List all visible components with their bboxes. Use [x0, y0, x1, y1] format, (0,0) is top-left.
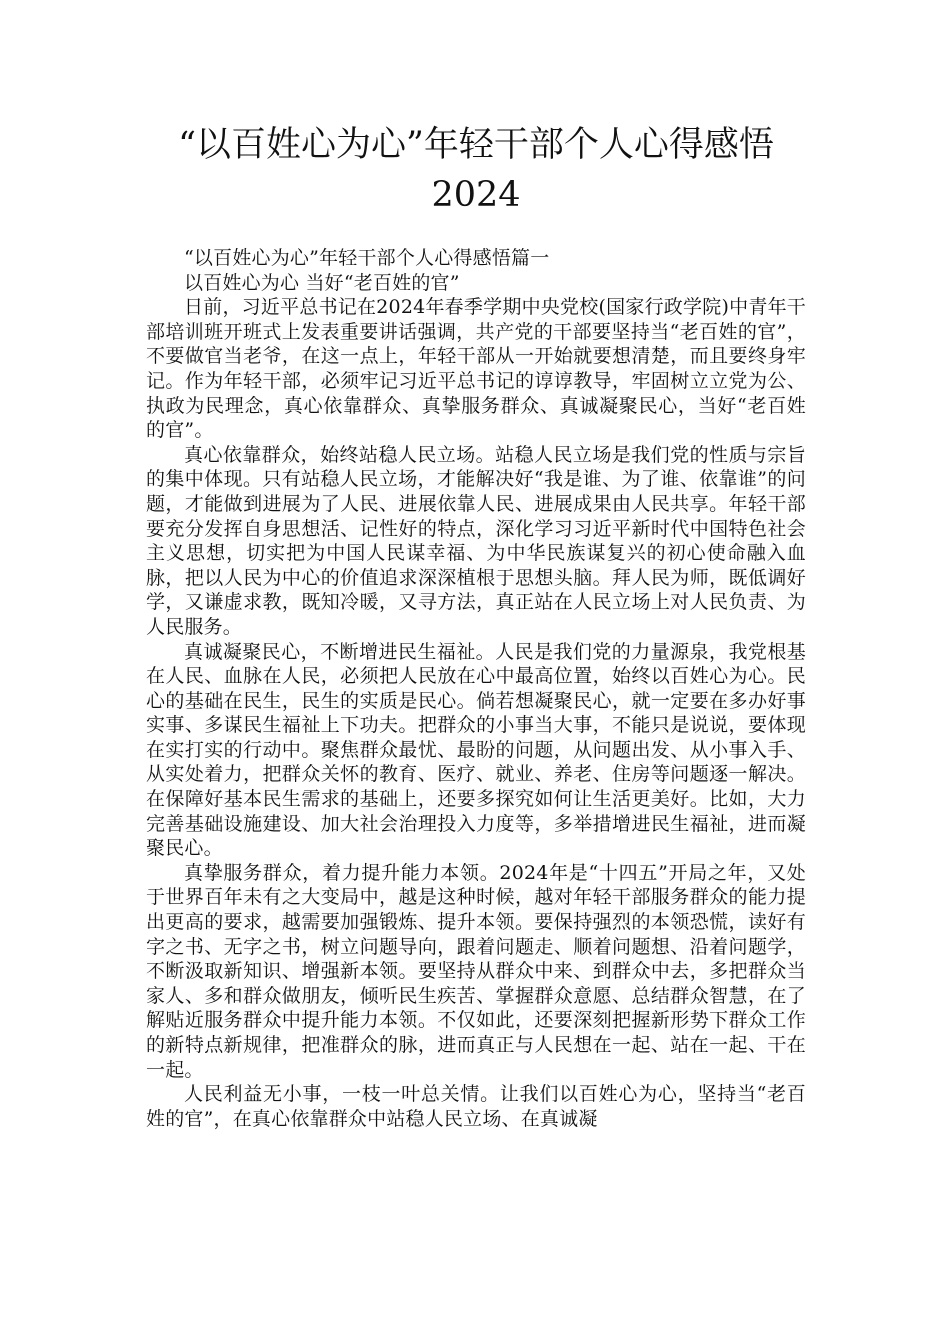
paragraph: 日前，习近平总书记在2024年春季学期中央党校(国家行政学院)中青年干部培训班开班式上发表重要讲话强调，共产党的干部要坚持当“老百姓的官”，不要做官当老爷，在这一点上，年轻干部从一开始就要想清楚，而且要终身牢记。作为年轻干部，必须牢记习近平总书记的谆谆教导，牢固树立立党为公、执政为民理念，真心依靠群众、真挚服务群众、真诚凝聚民心，当好“老百姓的官”。	[146, 296, 806, 442]
paragraph: 真挚服务群众，着力提升能力本领。2024年是“十四五”开局之年，又处于世界百年未有之大变局中，越是这种时候，越对年轻干部服务群众的能力提出更高的要求，越需要加强锻炼、提升本领。要保持强烈的本领恐慌，读好有字之书、无字之书，树立问题导向，跟着问题走、顺着问题想、沿着问题学，不断汲取新知识、增强新本领。要坚持从群众中来、到群众中去，多把群众当家人、多和群众做朋友，倾听民生疾苦、掌握群众意愿、总结群众智慧，在了解贴近服务群众中提升能力本领。不仅如此，还要深刻把握新形势下群众工作的新特点新规律，把准群众的脉，进而真正与人民想在一起、站在一起、干在一起。	[146, 861, 806, 1081]
article-subtitle: 以百姓心为心 当好“老百姓的官”	[184, 271, 460, 294]
document-body	[146, 246, 806, 1131]
paragraph: 真诚凝聚民心，不断增进民生福祉。人民是我们党的力量源泉，我党根基在人民、血脉在人民，必须把人民放在心中最高位置，始终以百姓心为心。民心的基础在民生，民生的实质是民心。倘若想凝聚民心，就一定要在多办好事实事、多谋民生福祉上下功夫。把群众的小事当大事，不能只是说说，要体现在实打实的行动中。聚焦群众最忧、最盼的问题，从问题出发、从小事入手、从实处着力，把群众关怀的教育、医疗、就业、养老、住房等问题逐一解决。在保障好基本民生需求的基础上，还要多探究如何让生活更美好。比如，大力完善基础设施建设、加大社会治理投入力度等，多举措增进民生福祉，进而凝聚民心。	[146, 640, 806, 860]
paragraph: 真心依靠群众，始终站稳人民立场。站稳人民立场是我们党的性质与宗旨的集中体现。只有站稳人民立场，才能解决好“我是谁、为了谁、依靠谁”的问题，才能做到进展为了人民、进展依靠人民、进展成果由人民共享。年轻干部要充分发挥自身思想活、记性好的特点，深化学习习近平新时代中国特色社会主义思想，切实把为中国人民谋幸福、为中华民族谋复兴的初心使命融入血脉，把以人民为中心的价值追求深深植根于思想头脑。拜人民为师，既低调好学，又谦虚求教，既知冷暖，又寻方法，真正站在人民立场上对人民负责、为人民服务。	[146, 443, 806, 638]
document-page	[146, 120, 806, 1131]
document-title	[106, 120, 846, 220]
section-heading: “以百姓心为心”年轻干部个人心得感悟篇一	[184, 247, 550, 269]
title-line-1: “以百姓心为心”年轻干部个人心得感悟	[178, 125, 774, 165]
paragraph: 人民利益无小事，一枝一叶总关情。让我们以百姓心为心，坚持当“老百姓的官”，在真心依靠群众中站稳人民立场、在真诚凝	[146, 1083, 806, 1130]
title-line-2: 2024	[431, 175, 521, 215]
